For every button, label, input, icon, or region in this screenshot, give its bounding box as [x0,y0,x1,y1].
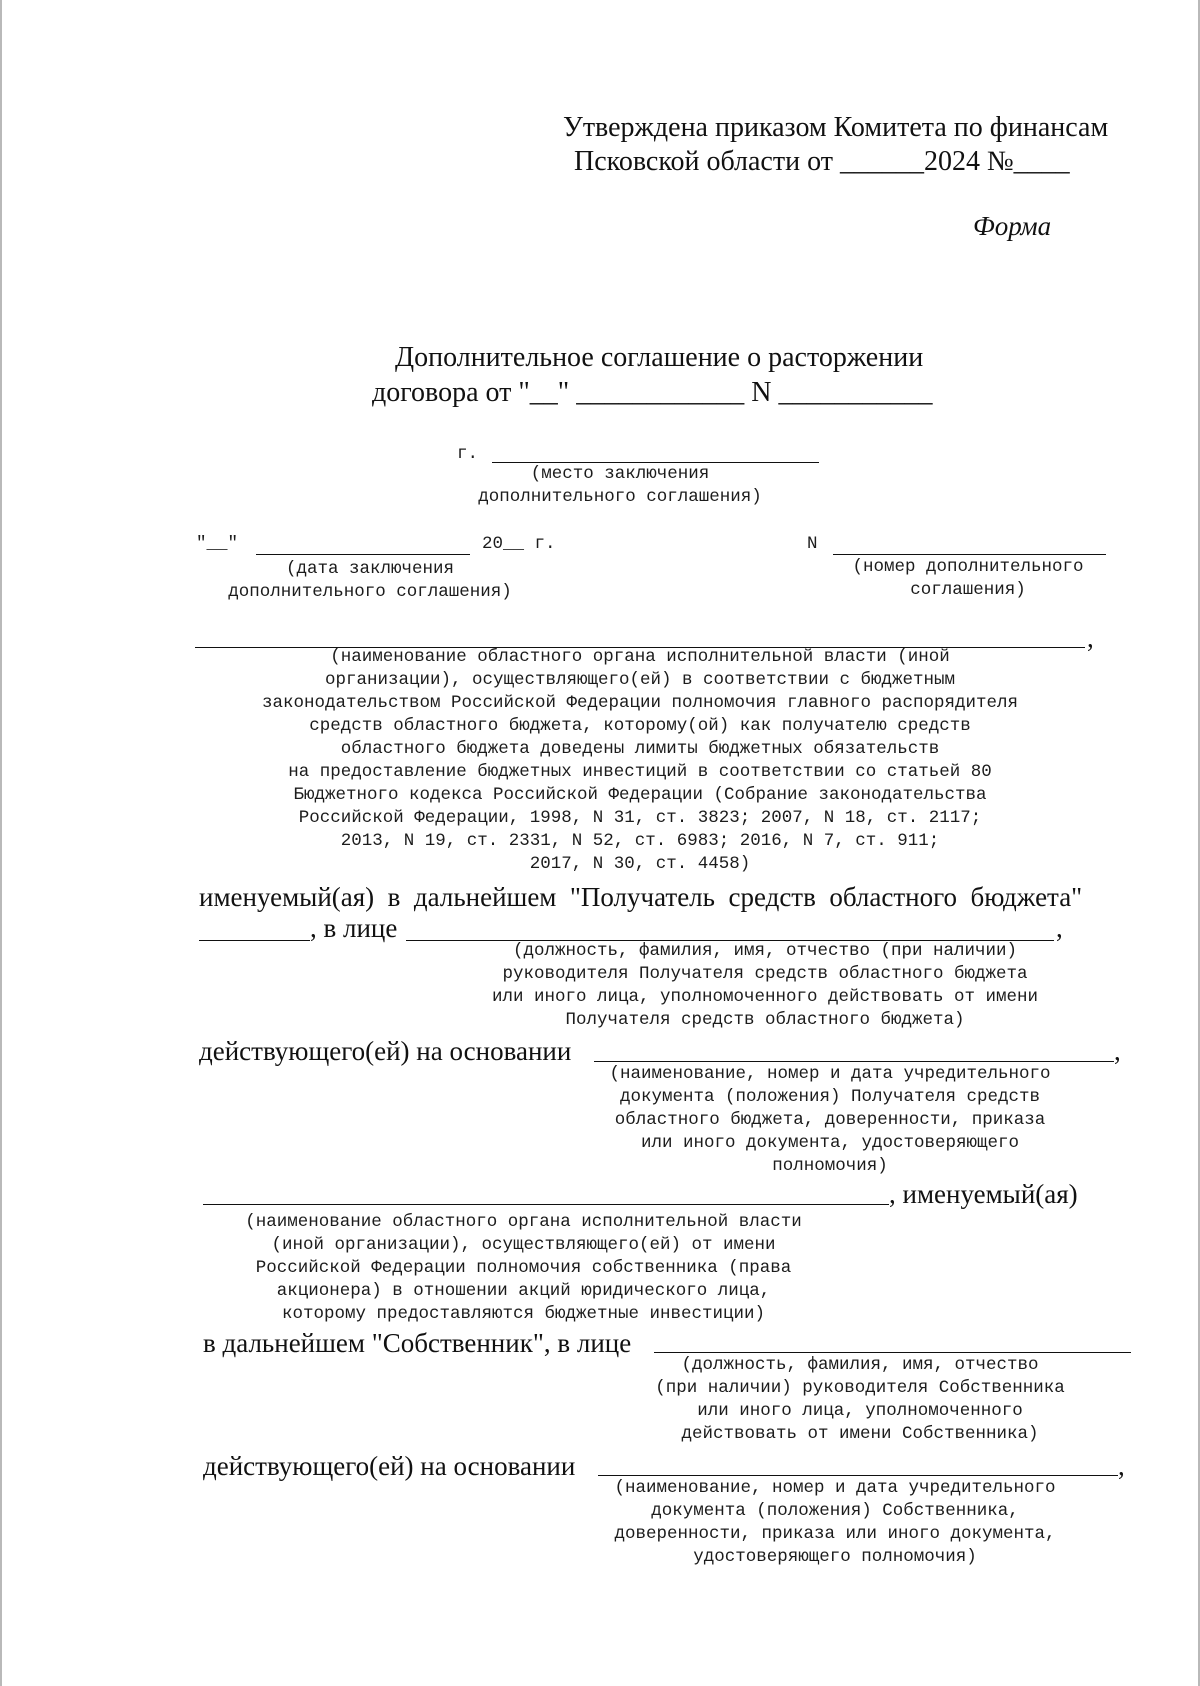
approval-line-2: Псковской области от ______2024 №____ [574,146,1070,177]
party1-comma: , [1087,623,1094,653]
recipient-basis-comma: , [1114,1036,1121,1066]
approval-line-1: Утверждена приказом Комитета по финансам [563,112,1109,143]
recipient-person-comma: , [1056,913,1063,943]
date-year: 20__ г. [482,534,556,554]
date-caption: (дата заключения дополнительного соглашения) [228,559,512,602]
recipient-in-person: , в лице [310,913,398,943]
recipient-basis-line [594,1061,1114,1062]
city-prefix: г. [457,444,479,464]
document-title: Дополнительное соглашение о расторжении [395,342,924,373]
recipient-acting-basis: действующего(ей) на основании [199,1036,572,1066]
owner-person-line [654,1352,1131,1353]
recipient-named-as: именуемый(ая) в дальнейшем "Получатель средств областного бюджета" [199,882,1083,912]
contract-date-line: договора от "__" ____________ N ___________ [372,377,933,408]
date-field-line [256,554,470,555]
recipient-short-line [199,940,310,941]
number-caption: (номер дополнительного соглашения) [852,557,1084,600]
owner-basis-comma: , [1118,1451,1125,1481]
recipient-basis-caption: (наименование, номер и дата учредительного документа (положения) Получателя средств областного бюджета, доверенности, приказа или иного документа, удостоверяющего полномочия) [609,1064,1051,1176]
owner-named-as-tail: , именуемый(ая) [889,1179,1078,1209]
owner-person-caption: (должность, фамилия, имя, отчество (при наличии) руководителя Собственника или иного лица, уполномоченного действовать от имени Собственника) [655,1355,1065,1444]
owner-name-line [203,1204,889,1205]
owner-named: в дальнейшем "Собственник", в лице [203,1328,632,1358]
owner-caption: (наименование областного органа исполнительной власти (иной организации), осуществляющего(ей) от имени Российской Федерации полномочия собственника (права акционера) в отношении акций юридического лица, которому предоставляются бюджетные инвестиции) [245,1212,802,1324]
number-field-line [833,554,1106,555]
recipient-person-caption: (должность, фамилия, имя, отчество (при наличии) руководителя Получателя средств областного бюджета или иного лица, уполномоченного действовать от имени Получателя средств областного бюджета) [491,941,1039,1030]
party1-caption: (наименование областного органа исполнительной власти (иной организации), осуществляющего(ей) в соответствии с бюджетным законодательством Российской Федерации полномочия главного распорядителя средств областного бюджета, которому(ой) как получателю средств областного бюджета доведены лимиты бюджетных обязательств на предоставление бюджетных инвестиций в соответствии со статьей 80 Бюджетного кодекса Российской Федерации (Собрание законодательства Российской Федерации, 1998, N 31, ст. 3823; 2007, N 18, ст. 2117; 2013, N 19, ст. 2331, N 52, ст. 6983; 2016, N 7, ст. 911; 2017, N 30, ст. 4458) [261,647,1019,874]
date-day-quote: "__" [196,534,239,554]
owner-basis-line [598,1475,1118,1476]
number-prefix: N [807,534,818,554]
owner-acting-basis: действующего(ей) на основании [203,1451,576,1481]
place-caption: (место заключения дополнительного соглашения) [478,464,762,507]
owner-basis-caption: (наименование, номер и дата учредительного документа (положения) Собственника, доверенности, приказа или иного документа, удостоверяющего полномочия) [614,1478,1056,1567]
page-left-edge [0,0,2,1686]
form-label: Форма [973,211,1052,241]
